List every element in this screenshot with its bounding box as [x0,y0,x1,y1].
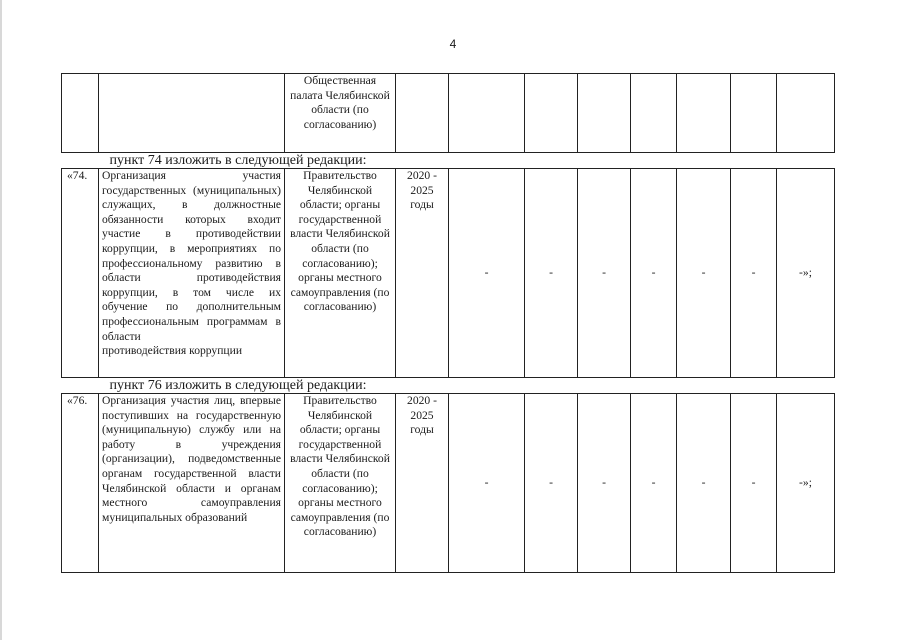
value-cell: - [677,169,731,378]
value-cell: - [731,169,777,378]
table-row-continued [62,74,835,153]
value-cell: - [525,394,578,573]
cell-empty [731,74,777,153]
page-edge [0,0,2,640]
cell-empty [578,74,631,153]
cell-empty [525,74,578,153]
item-number: «76. [62,394,99,573]
executor-cell: Общественная палата Челябинской области (по согласованию) [285,74,396,153]
value-cell: - [677,394,731,573]
value-cell: - [449,394,525,573]
cell-empty [631,74,677,153]
item-number: «74. [62,169,99,378]
measures-table [61,73,835,573]
cell-empty [62,74,99,153]
value-cell: - [578,169,631,378]
value-cell: - [525,169,578,378]
table-row-74 [62,169,835,378]
term-cell: 2020 - 2025 годы [396,169,449,378]
closing-cell: -»; [777,394,835,573]
table-row-76 [62,394,835,573]
description-text: Организация участия государственных (муниципальных) служащих, в должностные обязанности которых входит участие в противодействии коррупции, в мероприятиях по профессиональному развитию в области противодействия коррупции, в том числе их обучение по дополнительным профессиональным программам в области [102,169,281,343]
cell-empty [449,74,525,153]
item-description [99,169,285,378]
closing-cell: -»; [777,169,835,378]
description-last-line: противодействия коррупции [102,344,243,358]
cell-empty [396,74,449,153]
page-number: 4 [449,37,457,51]
value-cell: - [631,394,677,573]
value-cell: - [631,169,677,378]
description-text: Организация участия лиц, впервые поступивших на государственную (муниципальную) службу или на работу в учреждения (организации), подведомственные органам государственной власти Челябинской области и органам местного самоуправления [102,394,281,510]
term-cell: 2020 - 2025 годы [396,394,449,573]
executor-cell: Правительство Челябинской области; органы государственной власти Челябинской области (по согласованию); органы местного самоуправления (по согласованию) [285,169,396,378]
value-cell: - [449,169,525,378]
executor-cell: Правительство Челябинской области; органы государственной власти Челябинской области (по согласованию); органы местного самоуправления (по согласованию) [285,394,396,573]
amendment-intro-text: пункт 76 изложить в следующей редакции: [62,378,835,394]
description-last-line: муниципальных образований [102,510,248,524]
value-cell: - [731,394,777,573]
amendment-intro-76 [62,378,835,394]
value-cell: - [578,394,631,573]
cell-empty [777,74,835,153]
item-description [99,394,285,573]
cell-empty [99,74,285,153]
cell-empty [677,74,731,153]
amendment-intro-text: пункт 74 изложить в следующей редакции: [62,153,835,169]
amendment-intro-74 [62,153,835,169]
